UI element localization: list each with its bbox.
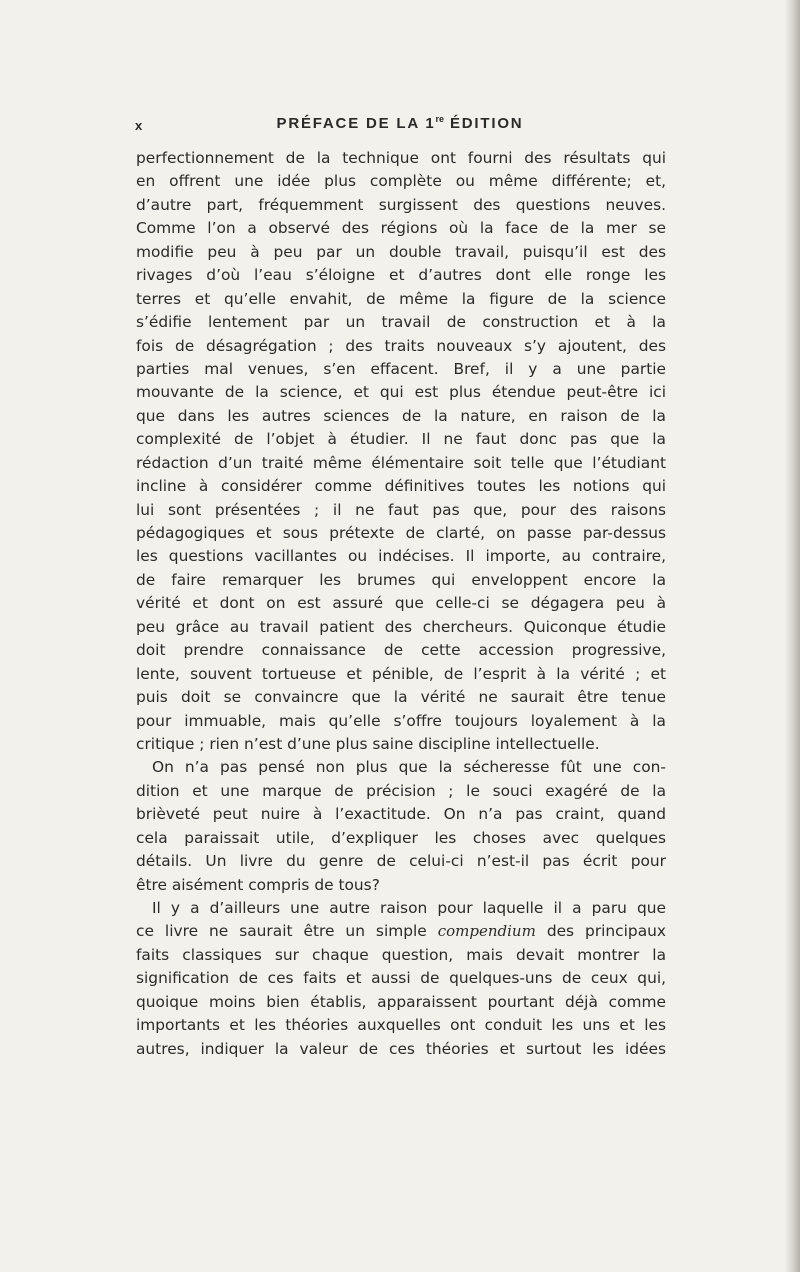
text-line: les questions vacillantes ou indécises. Il importe, au contraire, (136, 547, 666, 566)
text-line: lente, souvent tortueuse et pénible, de l’esprit à la vérité ; et (136, 664, 666, 683)
text-line: perfectionnement de la technique ont fourni des résultats qui (136, 149, 666, 167)
text-line: vérité et dont on est assuré que celle-ci se dégagera peu à (136, 594, 666, 613)
text-line: pédagogiques et sous prétexte de clarté, on passe par-dessus (136, 524, 666, 542)
text-line: de faire remarquer les brumes qui enveloppent encore la (136, 570, 666, 589)
text-line: cela paraissait utile, d’expliquer les choses avec quelques (136, 828, 666, 847)
text-line: faits classiques sur chaque question, mais devait montrer la (136, 945, 666, 964)
text-line: autres, indiquer la valeur de ces théories et surtout les idées (136, 1039, 666, 1058)
text-line: peu grâce au travail patient des chercheurs. Quiconque étudie (136, 617, 666, 636)
text-line: mouvante de la science, et qui est plus étendue peut-être ici (136, 383, 666, 402)
text-line: signification de ces faits et aussi de quelques-uns de ceux qui, (136, 969, 666, 988)
text-line: parties mal venues, s’en effacent. Bref, il y a une partie (136, 359, 666, 378)
text-line: détails. Un livre du genre de celui-ci n’est-il pas écrit pour (136, 852, 666, 871)
body-text (136, 147, 666, 1061)
text-line: brièveté peut nuire à l’exactitude. On n’a pas craint, quand (136, 805, 666, 824)
text-segment: des principaux (535, 922, 666, 941)
text-line: que dans les autres sciences de la nature, en raison de la (136, 406, 666, 425)
page-title-main: PRÉFACE DE LA 1 (276, 115, 436, 132)
page-title (135, 114, 665, 132)
text-line: critique ; rien n’est d’une plus saine discipline intellectuelle. (136, 734, 600, 753)
running-head (135, 114, 665, 140)
text-line: rivages d’où l’eau s’éloigne et d’autres dont elle ronge les (136, 266, 666, 285)
text-line: doit prendre connaissance de cette accession progressive, (136, 641, 666, 660)
text-line: rédaction d’un traité même élémentaire soit telle que l’étudiant (136, 453, 666, 472)
text-line: Il y a d’ailleurs une autre raison pour laquelle il a paru que (152, 899, 666, 917)
text-line: puis doit se convaincre que la vérité ne saurait être tenue (136, 688, 666, 707)
text-line: dition et une marque de précision ; le souci exagéré de la (136, 781, 666, 800)
text-line: en offrent une idée plus complète ou même différente; et, (136, 172, 666, 191)
text-line: d’autre part, fréquemment surgissent des questions neuves. (136, 195, 666, 214)
text-line: quoique moins bien établis, apparaissent pourtant déjà comme (136, 992, 666, 1011)
text-line: fois de désagrégation ; des traits nouveaux s’y ajoutent, des (136, 336, 666, 355)
text-line: modifie peu à peu par un double travail, puisqu’il est des (136, 242, 666, 261)
page-title-superscript: re (435, 114, 445, 124)
text-line: Comme l’on a observé des régions où la face de la mer se (136, 219, 666, 238)
text-line: incline à considérer comme définitives toutes les notions qui (136, 477, 666, 496)
text-line: lui sont présentées ; il ne faut pas que, pour des raisons (136, 500, 666, 519)
page-edge-shadow (784, 0, 800, 1272)
text-line: s’édifie lentement par un travail de construction et à la (136, 313, 666, 332)
page-number: x (135, 118, 143, 133)
page-title-end: ÉDITION (444, 115, 524, 132)
text-line-with-italic (136, 920, 666, 943)
italic-term: compendium (437, 922, 536, 941)
text-line: terres et qu’elle envahit, de même la figure de la science (136, 289, 666, 308)
text-line: être aisément compris de tous? (136, 875, 380, 894)
text-segment: ce livre ne saurait être un simple (136, 922, 438, 941)
text-line: importants et les théories auxquelles ont conduit les uns et les (136, 1016, 666, 1035)
text-line: pour immuable, mais qu’elle s’offre toujours loyalement à la (136, 711, 666, 730)
text-line: On n’a pas pensé non plus que la sécheresse fût une con- (152, 758, 666, 777)
text-line: complexité de l’objet à étudier. Il ne faut donc pas que la (136, 430, 666, 449)
